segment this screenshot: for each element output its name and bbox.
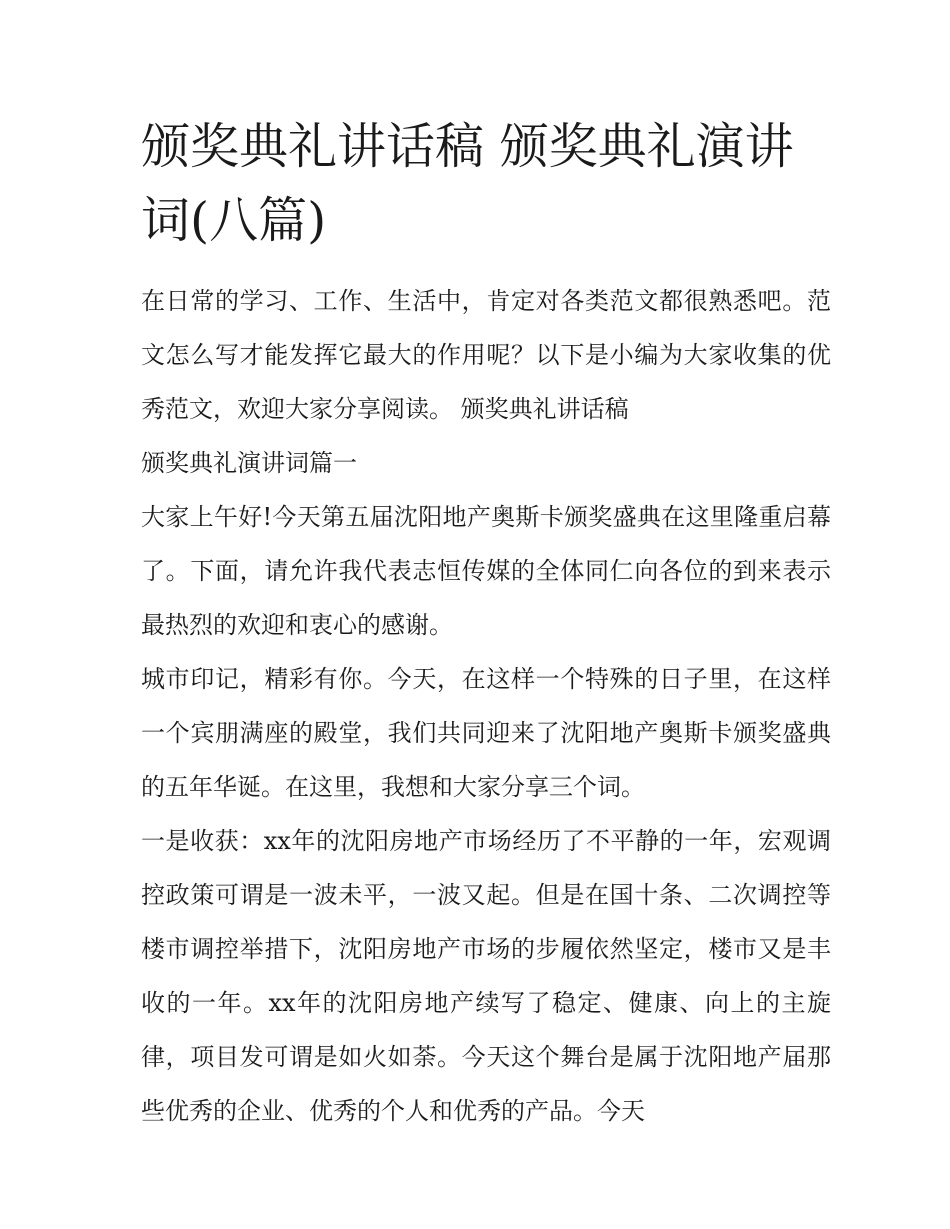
intro-paragraph: 在日常的学习、工作、生活中，肯定对各类范文都很熟悉吧。范文怎么写才能发挥它最大的作用呢？以下是小编为大家收集的优秀范文，欢迎大家分享阅读。 颁奖典礼讲话稿 <box>141 287 831 423</box>
body-paragraph-1: 大家上午好!今天第五届沈阳地产奥斯卡颁奖盛典在这里隆重启幕了。下面，请允许我代表志恒传媒的全体同仁向各位的到来表示最热烈的欢迎和衷心的感谢。 <box>141 503 831 639</box>
document-page <box>141 110 831 1138</box>
title-line-2: 词(八篇) <box>141 192 327 249</box>
section-heading: 颁奖典礼演讲词篇一 <box>141 449 357 477</box>
body-paragraph-2: 城市印记，精彩有你。今天，在这样一个特殊的日子里，在这样一个宾朋满座的殿堂，我们共同迎来了沈阳地产奥斯卡颁奖盛典的五年华诞。在这里，我想和大家分享三个词。 <box>141 665 831 801</box>
document-title <box>141 110 831 258</box>
body-paragraph-3: 一是收获：xx年的沈阳房地产市场经历了不平静的一年，宏观调控政策可谓是一波未平，一波又起。但是在国十条、二次调控等楼市调控举措下，沈阳房地产市场的步履依然坚定，楼市又是丰收的一年。xx年的沈阳房地产续写了稳定、健康、向上的主旋律，项目发可谓是如火如荼。今天这个舞台是属于沈阳地产届那些优秀的企业、优秀的个人和优秀的产品。今天 <box>141 827 831 1125</box>
title-line-1: 颁奖典礼讲话稿 颁奖典礼演讲 <box>141 118 794 175</box>
